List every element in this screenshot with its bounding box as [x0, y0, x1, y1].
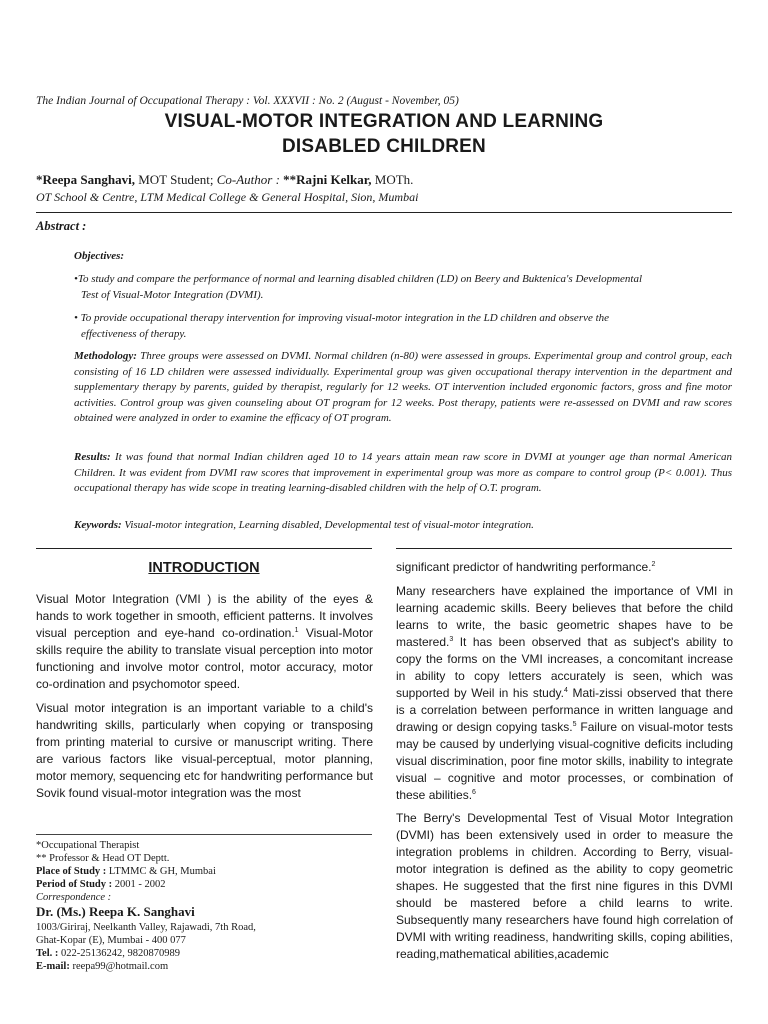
footnote-professor: ** Professor & Head OT Deptt.: [36, 853, 170, 864]
methodology-paragraph: [74, 349, 732, 427]
period-of-study: [36, 878, 372, 891]
results-label: Results:: [74, 451, 111, 463]
right-paragraph-continuation: [396, 559, 733, 576]
author-line: [36, 172, 413, 188]
keywords-text: Visual-motor integration, Learning disabled, Developmental test of visual-motor integration.: [121, 519, 534, 531]
paper-title-line1: VISUAL-MOTOR INTEGRATION AND LEARNING: [164, 111, 604, 132]
email-value: reepa99@hotmail.com: [69, 961, 169, 972]
bullet-1-line-2: Test of Visual-Motor Integration (DVMI).: [81, 288, 264, 301]
right-p1-text-d: Failure on visual-motor tests may be caused by underlying visual-cognitive deficits including visual discrimination, poor fine motor skills, inability to integrate visual – cognitive and motor processes, or combination of these abilities.: [396, 720, 733, 802]
telephone: [36, 947, 372, 960]
correspondence-label: Correspondence :: [36, 892, 112, 903]
journal-header: The Indian Journal of Occupational Therapy : Vol. XXXVII : No. 2 (August - November, 05): [36, 95, 459, 107]
abstract-heading: Abstract :: [36, 219, 87, 233]
objective-bullet-1: [74, 272, 732, 303]
keywords-paragraph: [74, 518, 732, 534]
bullet-2-line-1: • To provide occupational therapy intervention for improving visual-motor integration in the LD children and observe the: [74, 312, 610, 324]
right-paragraph-1: [396, 583, 733, 804]
address-line-1: 1003/Giriraj, Neelkanth Valley, Rajawadi, 7th Road,: [36, 922, 256, 933]
left-column-divider: [36, 548, 372, 549]
keywords-label: Keywords:: [74, 519, 122, 531]
address-line-2: Ghat-Kopar (E), Mumbai - 400 077: [36, 935, 186, 946]
place-of-study: [36, 865, 372, 878]
right-p1-text-b: It has been observed that as subject's ability to copy the forms on the VMI increases, a concomitant increase in ability to copy letters accurately is seen, which was supported by Weil in his study.: [396, 635, 733, 700]
intro-p1-text-a: Visual Motor Integration (VMI ) is the ability of the eyes & hands to work together in smooth, efficient patterns. It involves visual perception and eye-hand co-ordination.: [36, 592, 373, 640]
author-2-role: MOTh.: [371, 172, 414, 187]
methodology-text: Three groups were assessed on DVMI. Normal children (n-80) were assessed in groups. Experimental group and control group, each consisting of 16 LD children were assessed individually. Experimental group was given occupational therapy intervention in the department and supplementary therapy by parents, guided by therapist, regularly for 12 weeks. OT intervention included ergonomic factors, gross and fine motor activities. Control group was given counseling about OT program for 12 weeks. Post therapy, patients were re-assessed on DVMI and raw scores obtained were analyzed in order to examine the efficacy of OT program.: [74, 350, 732, 424]
footnote-divider: [36, 834, 372, 835]
citation-2: 2: [651, 561, 656, 568]
place-label: Place of Study :: [36, 866, 107, 877]
period-label: Period of Study :: [36, 879, 113, 890]
place-value: LTMMC & GH, Mumbai: [106, 866, 216, 877]
citation-1: 1: [294, 627, 299, 634]
results-paragraph: [74, 450, 732, 497]
bullet-1-line-1: •To study and compare the performance of normal and learning disabled children (LD) on Beery and Buktenica's Developmental: [74, 273, 643, 285]
tel-value: 022-25136242, 9820870989: [58, 948, 180, 959]
header-divider: [36, 212, 732, 213]
objectives-heading: Objectives:: [74, 250, 125, 262]
coauthor-label: Co-Author :: [216, 172, 284, 187]
right-p1-text-a: Many researchers have explained the importance of VMI in learning academic skills. Beery believes that before the child learns to write, the basic geometric shapes have to be mastered.: [396, 584, 733, 649]
footnotes: [36, 839, 372, 973]
intro-paragraph-1: [36, 591, 373, 693]
author-1-role: MOT Student;: [134, 172, 217, 187]
intro-paragraph-2: Visual motor integration is an important variable to a child's handwriting skills, particularly when copying or transposing from printing material to cursive or manuscript writing. There are various factors like visual-perceptual, motor planning, motor memory, sequencing etc for handwriting performance but Sovik found visual-motor integration was the most: [36, 701, 373, 800]
citation-4: 4: [563, 687, 568, 694]
citation-5: 5: [572, 721, 577, 728]
citation-6: 6: [472, 789, 476, 796]
author-1: *Reepa Sanghavi,: [36, 172, 135, 187]
author-2: **Rajni Kelkar,: [283, 172, 372, 187]
citation-3: 3: [449, 636, 454, 643]
email-label: E-mail:: [36, 961, 70, 972]
tel-label: Tel. :: [36, 948, 59, 959]
right-paragraph-2: The Berry's Developmental Test of Visual Motor Integration (DVMI) has been extensively used in order to measure the integration problems in children. According to Berry, visual-motor integration is defined as the ability to copy geometric shapes. He suggested that the first nine figures in this DVMI should be mastered before a child learns to write. Subsequently many researchers have found high correlation of DVMI with writing readiness, handwriting skills, coping abilities, reading,mathematical abilities,academic: [396, 811, 733, 961]
affiliation: OT School & Centre, LTM Medical College & General Hospital, Sion, Mumbai: [36, 190, 419, 204]
right-p1-text-c: Mati-zissi observed that there is a correlation between performance in written language and drawing or design copying tasks.: [396, 686, 733, 734]
results-text: It was found that normal Indian children aged 10 to 14 years attain mean raw score in DVMI at younger age than normal American Children. It was evident from DVMI raw scores that improvement in experimental group was more as compare to control group (P< 0.001). Thus occupational therapy has wide scope in treating learning-disabled children with the help of O.T. program.: [74, 451, 732, 494]
correspondence-name: Dr. (Ms.) Reepa K. Sanghavi: [36, 904, 195, 919]
right-column-divider: [396, 548, 732, 549]
bullet-2-line-2: effectiveness of therapy.: [81, 327, 187, 340]
intro-p1-text-b: Visual-Motor skills require the ability to translate visual perception into motor functioning and involve motor control, motor accuracy, motor co-ordination and psychomotor speed.: [36, 626, 373, 691]
introduction-heading: INTRODUCTION: [148, 560, 260, 576]
objective-bullet-2: [74, 311, 732, 342]
footnote-occupational-therapist: *Occupational Therapist: [36, 840, 140, 851]
right-p0-text: significant predictor of handwriting performance.: [396, 560, 652, 574]
period-value: 2001 - 2002: [112, 879, 166, 890]
paper-title-line2: DISABLED CHILDREN: [282, 136, 486, 157]
email: [36, 960, 372, 973]
methodology-label: Methodology:: [74, 350, 137, 362]
